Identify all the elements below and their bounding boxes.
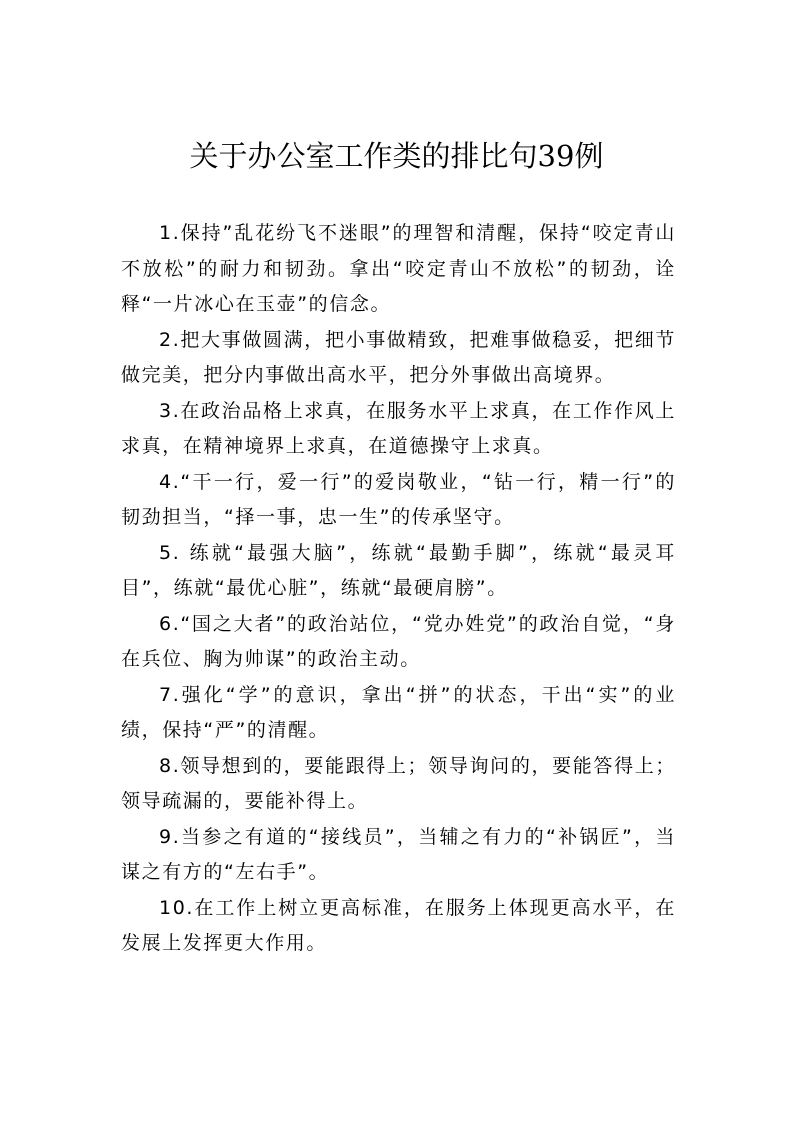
paragraph-2: 2.把大事做圆满，把小事做精致，把难事做稳妥，把细节做完美，把分内事做出高水平，把分外事做出高境界。 [121, 328, 676, 386]
document-body [121, 216, 676, 962]
document-title: 关于办公室工作类的排比句39例 [189, 139, 604, 173]
paragraph-4: 4.“干一行，爱一行”的爱岗敬业，“钻一行，精一行”的韧劲担当，“择一事，忠一生”的传承坚守。 [121, 470, 676, 528]
paragraph-10: 10.在工作上树立更高标准，在服务上体现更高水平，在发展上发挥更大作用。 [121, 896, 676, 954]
paragraph-5: 5. 练就“最强大脑”，练就“最勤手脚”，练就“最灵耳目”，练就“最优心脏”，练就“最硬肩膀”。 [121, 541, 676, 599]
paragraph-9: 9.当参之有道的“接线员”，当辅之有力的“补锅匠”，当谋之有方的“左右手”。 [121, 825, 676, 883]
paragraph-8: 8.领导想到的，要能跟得上；领导询问的，要能答得上；领导疏漏的，要能补得上。 [121, 754, 676, 812]
paragraph-6: 6.“国之大者”的政治站位，“党办姓党”的政治自觉，“身在兵位、胸为帅谋”的政治主动。 [121, 612, 676, 670]
paragraph-3: 3.在政治品格上求真，在服务水平上求真，在工作作风上求真，在精神境界上求真，在道德操守上求真。 [121, 399, 676, 457]
paragraph-7: 7.强化“学”的意识，拿出“拼”的状态，干出“实”的业绩，保持“严”的清醒。 [121, 683, 676, 741]
paragraph-1: 1.保持”乱花纷飞不迷眼”的理智和清醒，保持“咬定青山不放松”的耐力和韧劲。拿出“咬定青山不放松”的韧劲，诠释“一片冰心在玉壶”的信念。 [121, 222, 676, 315]
